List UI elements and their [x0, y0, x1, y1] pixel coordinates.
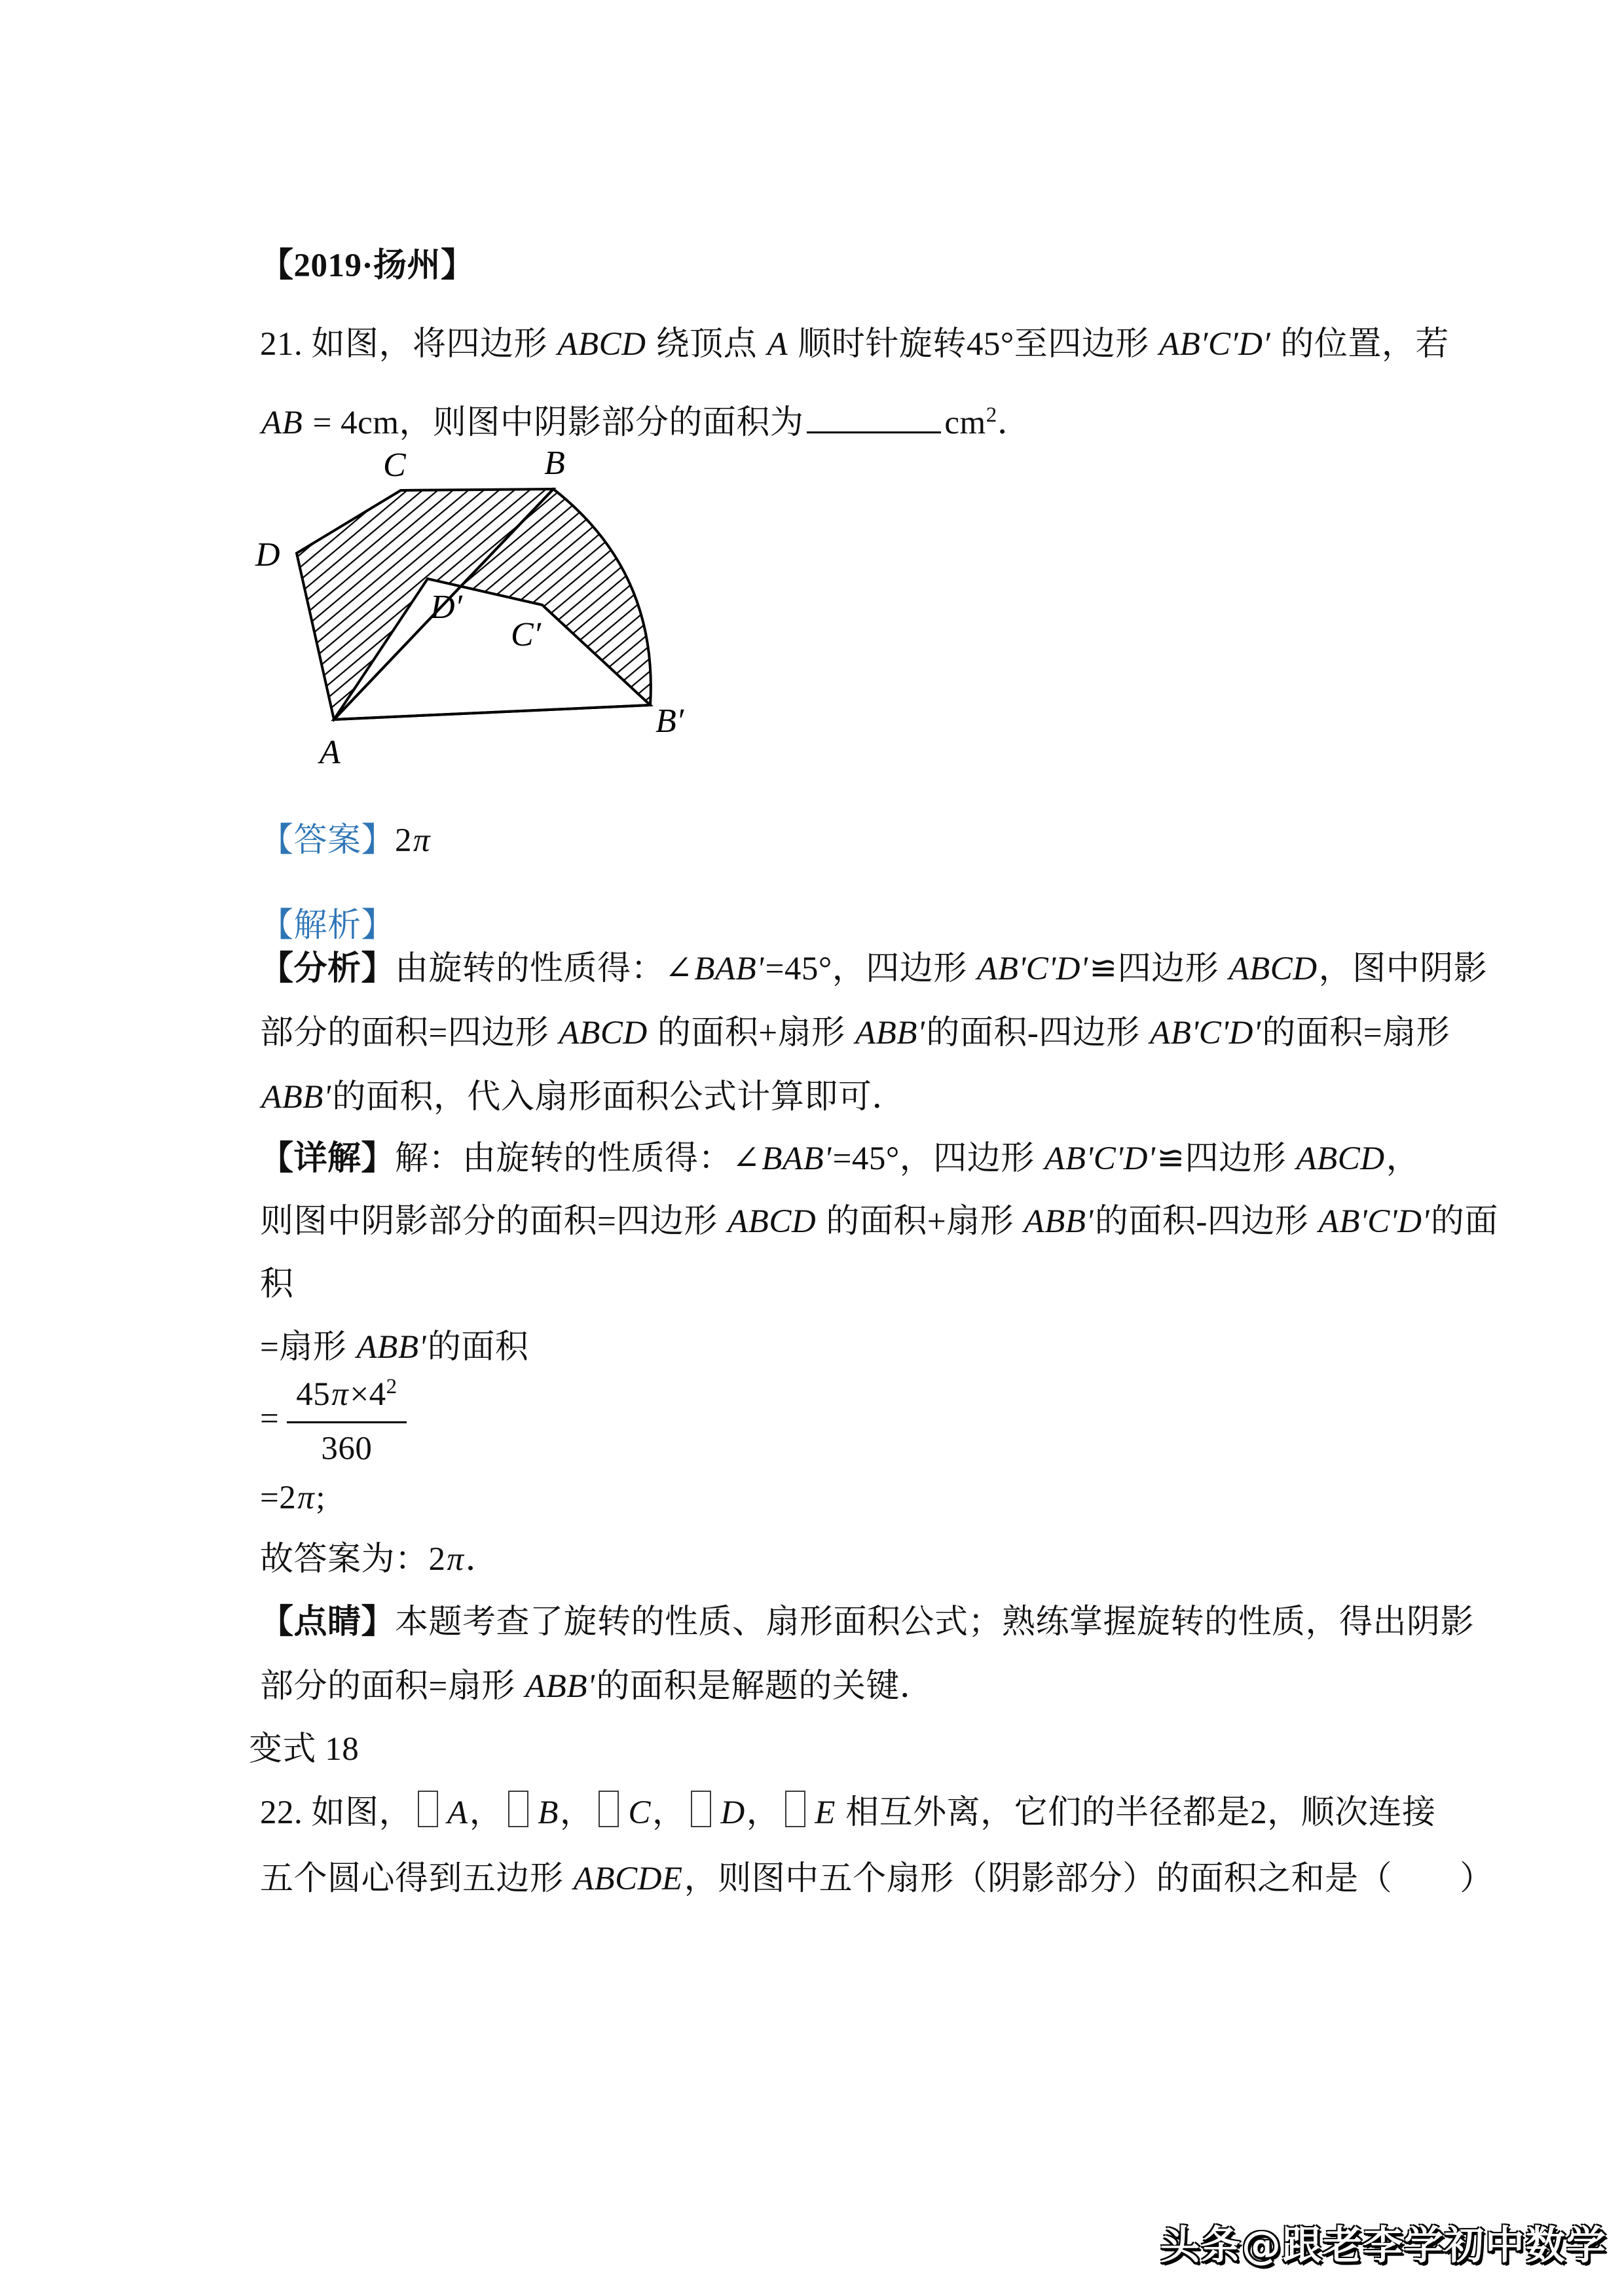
math-abb-prime: ABB': [261, 1079, 331, 1116]
circle-glyph-box: [508, 1791, 528, 1827]
text-segment: ．: [997, 405, 1031, 441]
fenxi-label: 【分析】: [260, 951, 396, 987]
text-segment: 绕顶点: [647, 326, 766, 363]
jiexi-line: [260, 904, 395, 947]
answer-label: 【答案】: [260, 822, 396, 859]
unit-superscript: 2: [986, 403, 997, 427]
text-segment: 21. 如图，将四边形: [260, 326, 557, 363]
xiangjie-line-1: [260, 1137, 1420, 1180]
circle-c: C: [628, 1795, 651, 1831]
text-segment: 的面积，代入扇形面积公式计算即可．: [332, 1079, 906, 1116]
text-segment: 五个圆心得到五边形: [260, 1861, 572, 1897]
text-segment: 部分的面积=扇形: [260, 1668, 525, 1705]
math-pi: π: [447, 1541, 464, 1578]
answer-value: 2: [395, 822, 413, 859]
num-exponent: 2: [386, 1375, 397, 1398]
text-segment: ，则图中五个扇形（阴影部分）的面积之和是（ ）: [684, 1861, 1494, 1897]
math-abb-prime: ABB': [1024, 1203, 1094, 1240]
text-segment: 相互外离，它们的半径都是2，顺次连接: [836, 1795, 1436, 1831]
text-segment: 的面积+扇形: [817, 1203, 1023, 1240]
text-segment: ;: [316, 1480, 325, 1516]
text-segment: ．: [465, 1541, 500, 1578]
circle-e: E: [815, 1795, 836, 1831]
label-b-prime: B′: [655, 702, 684, 740]
math-bab-prime: BAB': [694, 951, 764, 987]
math-a: A: [767, 326, 788, 363]
label-d-prime: D′: [430, 589, 462, 626]
text-segment: 的位置，若: [1272, 326, 1449, 363]
fraction-numerator: [287, 1373, 406, 1423]
text-segment: ，图中阴影: [1318, 951, 1488, 987]
label-b: B: [544, 445, 565, 482]
text-segment: =扇形: [260, 1329, 356, 1366]
num-4: 4: [369, 1376, 386, 1413]
xiangjie-line-2: [260, 1200, 1498, 1243]
math-abcd-prime: AB'C'D': [1150, 1015, 1261, 1051]
text-segment: =2: [260, 1480, 297, 1516]
math-abcd: ABCD: [557, 326, 646, 363]
final-answer-line: [260, 1538, 499, 1581]
math-abcd-prime: AB'C'D': [1318, 1203, 1430, 1240]
text-segment: 本题考查了旋转的性质、扇形面积公式；熟练掌握旋转的性质，得出阴影: [395, 1604, 1475, 1641]
text-segment: 解：由旋转的性质得：∠: [395, 1140, 761, 1177]
math-abb-prime: ABB': [855, 1015, 925, 1051]
math-abcd-prime: AB'C'D': [1044, 1140, 1156, 1177]
text-segment: = 4cm，则图中阴影部分的面积为: [304, 405, 804, 441]
figure-svg: [252, 440, 710, 771]
math-abcd-prime: AB′C′D′: [1159, 326, 1271, 363]
problem-21-line-1: [260, 323, 1449, 366]
math-pi: π: [297, 1480, 315, 1516]
text-segment: =45°，四边形: [765, 951, 976, 987]
math-abcd-prime: AB'C'D': [977, 951, 1088, 987]
comma: ，: [559, 1795, 594, 1831]
label-a: A: [320, 734, 341, 771]
circle-glyph-box: [785, 1791, 805, 1827]
circle-d: D: [720, 1795, 745, 1831]
text-segment: 由旋转的性质得：∠: [395, 951, 693, 987]
text-segment: 部分的面积=四边形: [260, 1015, 558, 1051]
fraction-denominator: 360: [321, 1430, 373, 1467]
label-c-prime: C′: [511, 616, 542, 653]
comma: ，: [746, 1795, 781, 1831]
num-45: 45: [296, 1376, 331, 1413]
math-abcd: ABCD: [728, 1203, 817, 1240]
watermark-toutiao: 头条@跟老李学初中数学: [1160, 2223, 1607, 2269]
text-segment: 的面积是解题的关键．: [596, 1668, 934, 1705]
xiangjie-label: 【详解】: [260, 1140, 396, 1177]
circle-b: B: [538, 1795, 559, 1831]
fenxi-line-2: [260, 1011, 1450, 1055]
result-line: [260, 1476, 325, 1520]
num-times: ×: [350, 1376, 369, 1413]
xiangjie-line-4: [260, 1326, 528, 1369]
math-abcde: ABCDE: [573, 1861, 683, 1897]
text-segment: 的面: [1430, 1203, 1498, 1240]
math-abcd: ABCD: [559, 1015, 648, 1051]
text-segment: =45°，四边形: [832, 1140, 1044, 1177]
problem-22-line-1: [260, 1791, 1436, 1834]
formula-fraction-line: [260, 1373, 407, 1470]
answer-pi: π: [413, 822, 431, 859]
xiangjie-line-3: [260, 1263, 294, 1306]
text-segment: 的面积+扇形: [648, 1015, 854, 1051]
dianjing-line-2: [260, 1665, 933, 1708]
label-d: D: [255, 536, 280, 574]
math-abb-prime: ABB': [525, 1668, 595, 1705]
text-segment: 的面积-四边形: [1094, 1203, 1318, 1240]
circle-glyph-box: [418, 1791, 438, 1827]
math-bab-prime: BAB': [762, 1140, 832, 1177]
source-tag: 【2019·扬州】: [260, 247, 475, 284]
fenxi-line-1: [260, 947, 1487, 991]
circle-glyph-box: [599, 1791, 619, 1827]
circle-glyph-box: [691, 1791, 711, 1827]
num-pi: π: [331, 1376, 349, 1413]
text-segment: 的面积=扇形: [1262, 1015, 1450, 1051]
circle-a: A: [447, 1795, 468, 1831]
figure-rotation-diagram: [252, 440, 710, 771]
answer-blank-underline: [807, 425, 941, 433]
jiexi-label: 【解析】: [260, 907, 396, 944]
dianjing-line-1: [260, 1601, 1474, 1644]
math-abcd: ABCD: [1228, 951, 1318, 987]
text-segment: 变式 18: [249, 1731, 360, 1768]
text-segment: 的面积-四边形: [926, 1015, 1149, 1051]
math-abb-prime: ABB': [356, 1329, 426, 1366]
dianjing-label: 【点睛】: [260, 1604, 396, 1641]
equals-sign: =: [260, 1400, 280, 1438]
unit-cm: cm: [944, 405, 986, 441]
text-segment: 的面积: [427, 1329, 529, 1366]
text-segment: 故答案为：2: [260, 1541, 446, 1578]
text-segment: 则图中阴影部分的面积=四边形: [260, 1203, 727, 1240]
math-ab: AB: [261, 405, 303, 441]
problem-21-line-2: [260, 401, 1031, 445]
bianshi-heading: [249, 1728, 359, 1771]
comma: ，: [652, 1795, 686, 1831]
label-c: C: [383, 446, 406, 484]
comma: ，: [469, 1795, 504, 1831]
text-segment: 22. 如图，: [260, 1795, 413, 1831]
math-abcd: ABCD: [1296, 1140, 1385, 1177]
text-segment: ≌四边形: [1156, 1140, 1295, 1177]
fraction: [287, 1373, 406, 1470]
answer-line: [260, 819, 432, 862]
text-segment: 积: [260, 1266, 294, 1303]
text-segment: ≌四边形: [1089, 951, 1228, 987]
text-segment: 顺时针旋转45°至四边形: [789, 326, 1158, 363]
text-segment: ，: [1386, 1140, 1420, 1177]
fenxi-line-3: [260, 1076, 906, 1119]
problem-22-line-2: [260, 1857, 1494, 1901]
